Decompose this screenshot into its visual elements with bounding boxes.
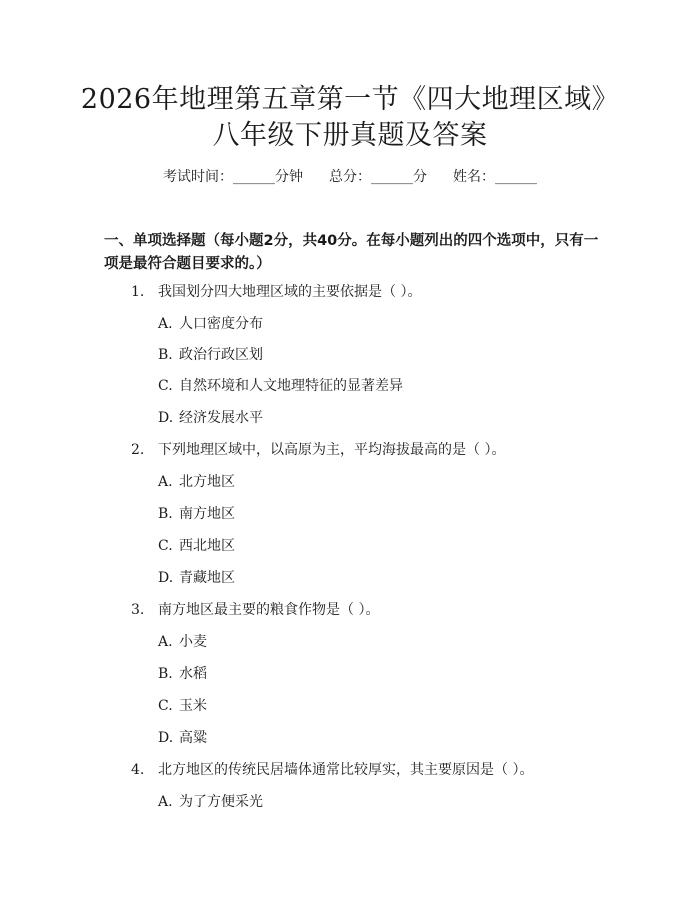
option-1c — [158, 376, 403, 396]
option-letter: B. — [158, 666, 173, 682]
question-4 — [131, 760, 533, 780]
option-3b — [158, 664, 207, 684]
option-text: 高粱 — [179, 730, 207, 746]
option-1d — [158, 408, 263, 428]
option-letter: A. — [158, 474, 173, 490]
option-letter: B. — [158, 347, 173, 363]
question-number: 2. — [131, 442, 145, 458]
option-letter: B. — [158, 506, 173, 522]
option-2c — [158, 536, 235, 556]
option-2d — [158, 568, 235, 588]
option-letter: A. — [158, 316, 173, 332]
option-letter: A. — [158, 794, 173, 810]
option-letter: D. — [158, 410, 174, 426]
option-letter: D. — [158, 730, 174, 746]
option-1a — [158, 314, 263, 334]
question-number: 1. — [131, 284, 145, 300]
option-text: 水稻 — [179, 666, 207, 682]
option-text: 青藏地区 — [179, 570, 235, 586]
option-text: 南方地区 — [179, 506, 235, 522]
option-3a — [158, 632, 207, 652]
option-2b — [158, 504, 235, 524]
option-letter: D. — [158, 570, 174, 586]
option-3d — [158, 728, 207, 748]
question-text: 南方地区最主要的粮食作物是（ ）。 — [158, 602, 380, 618]
exam-info — [0, 167, 700, 187]
option-3c — [158, 696, 207, 716]
section-heading: 一、单项选择题（每小题2分，共40分。在每小题列出的四个选项中，只有一项是最符合题目要求的。） — [104, 233, 599, 272]
option-text: 自然环境和人文地理特征的显著差异 — [179, 378, 403, 394]
question-number: 3. — [131, 602, 145, 618]
question-text: 我国划分四大地理区域的主要依据是（ ）。 — [158, 284, 422, 300]
option-text: 玉米 — [179, 698, 207, 714]
question-text: 北方地区的传统民居墙体通常比较厚实，其主要原因是（ ）。 — [158, 762, 534, 778]
question-1 — [131, 282, 421, 302]
exam-time-field: 考试时间：______分钟 — [163, 169, 303, 185]
option-text: 政治行政区划 — [179, 347, 263, 363]
option-text: 小麦 — [179, 634, 207, 650]
option-letter: C. — [158, 538, 173, 554]
option-letter: A. — [158, 634, 173, 650]
option-text: 经济发展水平 — [179, 410, 263, 426]
option-2a — [158, 472, 235, 492]
option-text: 西北地区 — [179, 538, 235, 554]
option-1b — [158, 345, 263, 365]
question-3 — [131, 600, 379, 620]
option-4a — [158, 792, 263, 812]
page-title: 2026年地理第五章第一节《四大地理区域》 — [80, 84, 620, 115]
option-letter: C. — [158, 378, 173, 394]
option-text: 人口密度分布 — [179, 316, 263, 332]
question-2 — [131, 440, 505, 460]
question-number: 4. — [131, 762, 145, 778]
page-subtitle: 八年级下册真题及答案 — [212, 120, 488, 151]
option-text: 为了方便采光 — [179, 794, 263, 810]
option-text: 北方地区 — [179, 474, 235, 490]
question-text: 下列地理区域中，以高原为主，平均海拔最高的是（ ）。 — [158, 442, 506, 458]
exam-score-field: 总分：______分 — [329, 169, 427, 185]
exam-name-field: 姓名：______ — [453, 169, 537, 185]
option-letter: C. — [158, 698, 173, 714]
